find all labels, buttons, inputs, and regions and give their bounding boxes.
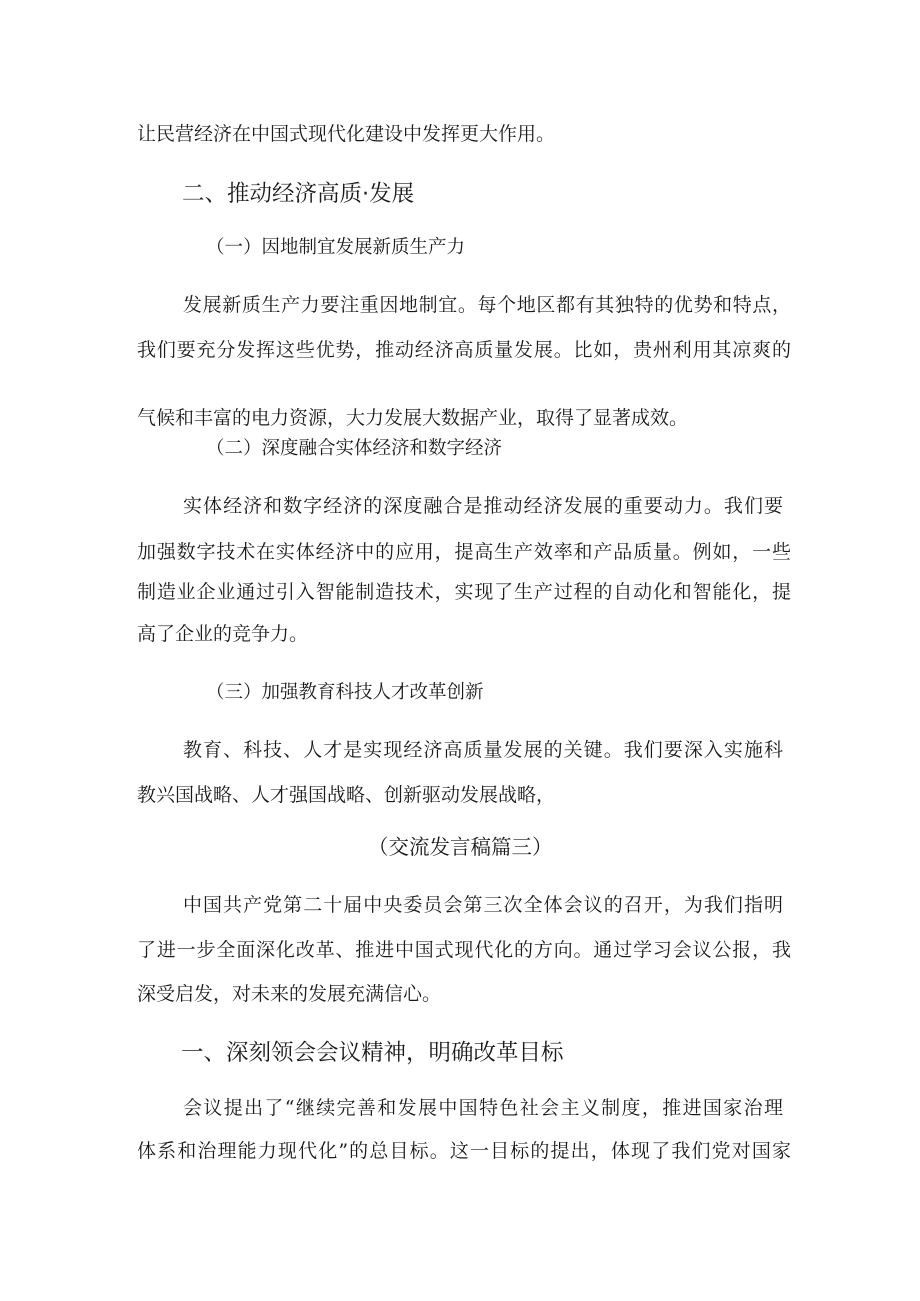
paragraph-line: 制造业企业通过引入智能制造技术，实现了生产过程的自动化和智能化，提 bbox=[137, 581, 791, 603]
paragraph-line: 让民营经济在中国式现代化建设中发挥更大作用。 bbox=[137, 123, 556, 145]
paragraph-line: 发展新质生产力要注重因地制宜。每个地区都有其独特的优势和特点， bbox=[183, 294, 791, 316]
paragraph-line: 我们要充分发挥这些优势，推动经济高质量发展。比如，贵州利用其凉爽的 bbox=[137, 339, 791, 361]
document-title: （交流发言稿篇三） bbox=[368, 835, 553, 859]
subsection-heading: （三）加强教育科技人才改革创新 bbox=[206, 682, 484, 703]
paragraph-line: 深受启发，对未来的发展充满信心。 bbox=[137, 983, 442, 1005]
section-heading: 一、深刻领会会议精神，明确改革目标 bbox=[181, 1040, 564, 1066]
paragraph-line: 教育、科技、人才是实现经济高质量发展的关键。我们要深入实施科 bbox=[183, 739, 783, 761]
paragraph-line: 加强数字技术在实体经济中的应用，提高生产效率和产品质量。例如，一些 bbox=[137, 541, 791, 563]
paragraph-line: 会议提出了“继续完善和发展中国特色社会主义制度，推进国家治理 bbox=[183, 1097, 783, 1119]
paragraph-line: 教兴国战略、人才强国战略、创新驱动发展战略， bbox=[137, 784, 556, 806]
subsection-heading: （二）深度融合实体经济和数字经济 bbox=[206, 438, 503, 459]
paragraph-line: 中国共产党第二十届中央委员会第三次全体会议的召开，为我们指明 bbox=[183, 894, 783, 916]
paragraph-line: 实体经济和数字经济的深度融合是推动经济发展的重要动力。我们要 bbox=[183, 495, 783, 517]
paragraph-line: 体系和治理能力现代化”的总目标。这一目标的提出，体现了我们党对国家 bbox=[137, 1140, 791, 1162]
subsection-heading: （一）因地制宜发展新质生产力 bbox=[206, 237, 466, 258]
paragraph-line: 了进一步全面深化改革、推进中国式现代化的方向。通过学习会议公报，我 bbox=[137, 939, 791, 961]
paragraph-line: 高了企业的竞争力。 bbox=[137, 623, 309, 645]
paragraph-line: 气候和丰富的电力资源，大力发展大数据产业，取得了显著成效。 bbox=[137, 407, 689, 429]
section-heading: 二、推动经济高质·发展 bbox=[182, 181, 415, 207]
